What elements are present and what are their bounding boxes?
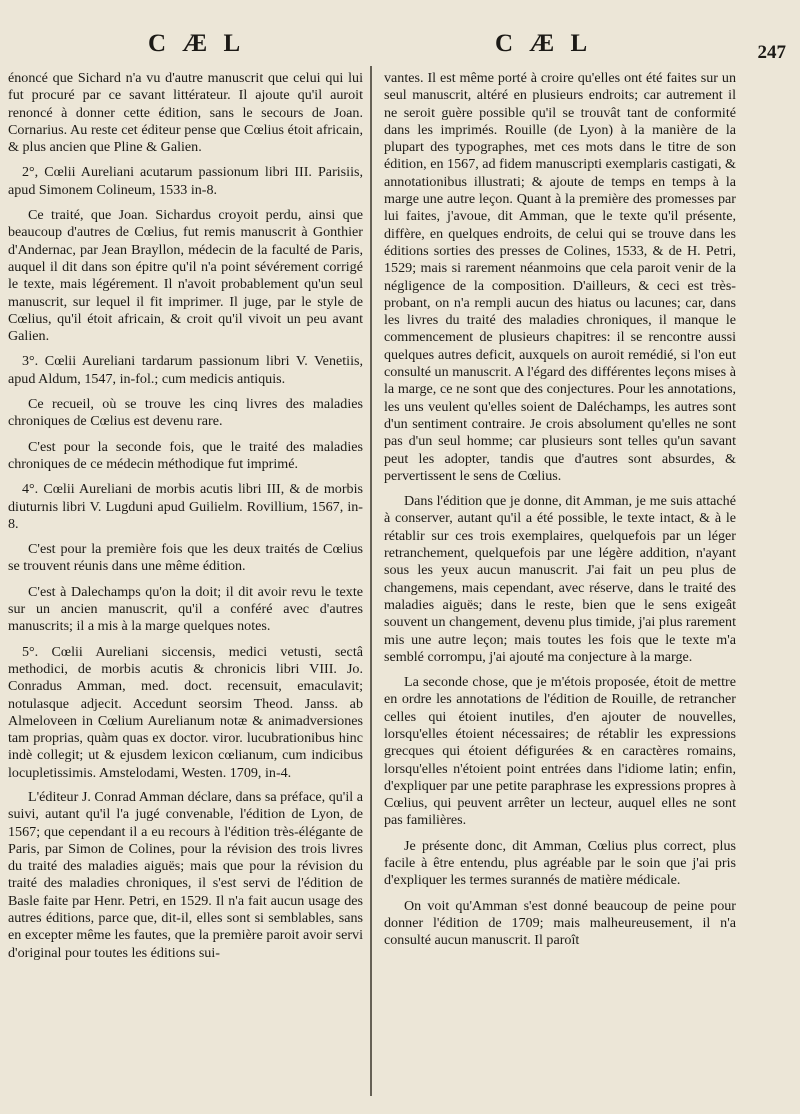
right-column — [384, 70, 736, 958]
bibliographic-entry: 4°. Cœlii Aureliani de morbis acutis libri III, & de morbis diuturnis libri V. Lugduni apud Guilielm. Rovillium, 1567, in-8. — [8, 481, 363, 532]
paragraph: Ce traité, que Joan. Sichardus croyoit perdu, ainsi que beaucoup d'autres de Cœlius, fut remis manuscrit à Gonthier d'Andernac, par Jean Brayllon, médecin de la faculté de Paris, auquel il dit dans son épitre qu'il n'a point sévérement corrigé le texte, mais légérement. Il n'avoit probablement qu'un seul manuscrit, sur lequel il fit imprimer. Il juge, par le style de Cœlius, qu'il étoit africain, & croit qu'il vivoit un peu avant Galien. — [8, 207, 363, 345]
paragraph: Dans l'édition que je donne, dit Amman, je me suis attaché à conserver, autant qu'il a été possible, le texte intact, & à le rétablir sur ces trois exemplaires, quelquefois par un léger retranchement, quelquefois par une légère addition, n'ayant sous les yeux aucun manuscrit. J'ai fait un peu plus de changemens, mais cependant, avec réserve, dans le traité des maladies aiguës; dans le reste, bien que le sens exigeât souvent un changement, devenu plus timide, j'ai plus rarement mis une autre leçon; mais toutes les fois que le texte m'a semblé corrompu, j'ai ajouté ma conjecture à la marge. — [384, 493, 736, 665]
paragraph: Je présente donc, dit Amman, Cœlius plus correct, plus facile à être entendu, plus agréable par le soin que j'ai pris d'expliquer les termes surannés de matière médicale. — [384, 837, 736, 889]
paragraph: On voit qu'Amman s'est donné beaucoup de peine pour donner l'édition de 1709; mais malheureusement, il n'a consulté aucun manuscrit. Il paroît — [384, 897, 736, 949]
paragraph: C'est pour la première fois que les deux traités de Cœlius se trouvent réunis dans une même édition. — [8, 541, 363, 575]
left-column — [8, 70, 363, 970]
bibliographic-entry: 2°, Cœlii Aureliani acutarum passionum libri III. Parisiis, apud Simonem Colineum, 1533 in-8. — [8, 164, 363, 198]
paragraph: Ce recueil, où se trouve les cinq livres des maladies chroniques de Cœlius est devenu rare. — [8, 396, 363, 430]
column-divider — [370, 66, 372, 1096]
bibliographic-entry: 5°. Cœlii Aureliani siccensis, medici vetusti, sectâ methodici, de morbis acutis & chronicis libri VIII. Jo. Conradus Amman, med. doct. recensuit, emaculavit; notulasque adjecit. Accedunt seorsim Theod. Janss. ab Almeloveen in Cœlium Aurelianum notæ & animadversiones tam proprias, quàm quas ex doctor. viror. lucubrationibus hinc indè collegit; ut & ejusdem lexicon cœlianum, cum indicibus locupletissimis. Amstelodami, Westen. 1709, in-4. — [8, 643, 363, 781]
running-head-right: C Æ L — [495, 30, 593, 57]
paragraph: énoncé que Sichard n'a vu d'autre manuscrit que celui qui lui fut procuré par ce savant littérateur. Il ajoute qu'il auroit renoncé à donner cette édition, sans le secours de Joan. Cornarius. Au reste cet éditeur pense que Cœlius étoit africain, & plus ancien que Pline & Galien. — [8, 70, 363, 156]
bibliographic-entry: 3°. Cœlii Aureliani tardarum passionum libri V. Venetiis, apud Aldum, 1547, in-fol.; cum medicis antiquis. — [8, 353, 363, 387]
paragraph: vantes. Il est même porté à croire qu'elles ont été faites sur un seul manuscrit, altéré en plusieurs endroits; car autrement il ne seroit guère possible qu'il se trouvât tant de conformité dans les imprimés. Rouille (de Lyon) à la manière de la plupart des typographes, met ces mots dans le titre de son édition, en 1567, ad fidem manuscripti exemplaris castigati, & annotationibus illustrati; & ajoute de temps en temps à la marge une autre leçon. Quant à la première des promesses par lui faites, j'avoue, dit Amman, que le texte qu'il présente, diffère, en quelques endroits, de celui qui se trouve dans les éditions sorties des presses de Colines, 1533, & de H. Petri, 1529; mais si rarement néanmoins que cela paroit venir de la négligence de la composition. D'ailleurs, & ceci est très-probant, on n'a rempli aucun des hiatus ou lacunes; car, dans les livres du traité des maladies chroniques, il manque le commencement de plusieurs chapitres: il se rencontre aussi quelques autres deficit, auxquels on auroit remédié, si l'on eut consulté un manuscrit. A l'égard des différentes leçons mises à la marge, ce ne sont que des conjectures. Pour les annotations, les uns veulent qu'elles soient de Daléchamps, les autres sont d'un sentiment contraire. Je crois absolument qu'elles ne sont pas d'un seul homme; car plusieurs sont telles qu'un savant peut les adopter, tandis que d'autres sont absurdes, & pervertissent le sens de Cœlius. — [384, 70, 736, 484]
paragraph: C'est à Dalechamps qu'on la doit; il dit avoir revu le texte sur un ancien manuscrit, qu'il a conféré avec d'autres manuscrits; il a mis à la marge quelques notes. — [8, 583, 363, 635]
paragraph: L'éditeur J. Conrad Amman déclare, dans sa préface, qu'il a suivi, autant qu'il l'a jugé convenable, l'édition de Lyon, de 1567; que cependant il a eu recours à l'édition très-élégante de Paris, par Simon de Colines, pour la révision des trois livres du traité des maladies aiguës; mais que pour la révision du traité des maladies chroniques, il s'est servi de l'édition de Basle faite par Henr. Petri, en 1529. Il n'a fait aucun usage des autres éditions, parce que, dit-il, elles sont si semblables, sans en excepter même les fautes, que la première paroit avoir servi d'original pour toutes les éditions sui- — [8, 788, 363, 961]
page-number: 247 — [757, 42, 786, 63]
paragraph: La seconde chose, que je m'étois proposée, étoit de mettre en ordre les annotations de l'édition de Rouille, de retrancher celles qui étoient inutiles, d'en ajouter de nouvelles, lorsqu'elles étoient nécessaires; de rétablir les expressions grecques qui étoient défigurées & en caractères romains, lorsqu'elles n'étoient point entrées dans l'idiome latin; enfin, d'expliquer par une petite paraphrase les expressions propres à Cœlius, qui peuvent arrêter un lecteur, auquel elles ne sont pas familières. — [384, 674, 736, 829]
running-head-left: C Æ L — [148, 30, 246, 57]
paragraph: C'est pour la seconde fois, que le traité des maladies chroniques de ce médecin méthodique fut imprimé. — [8, 438, 363, 472]
